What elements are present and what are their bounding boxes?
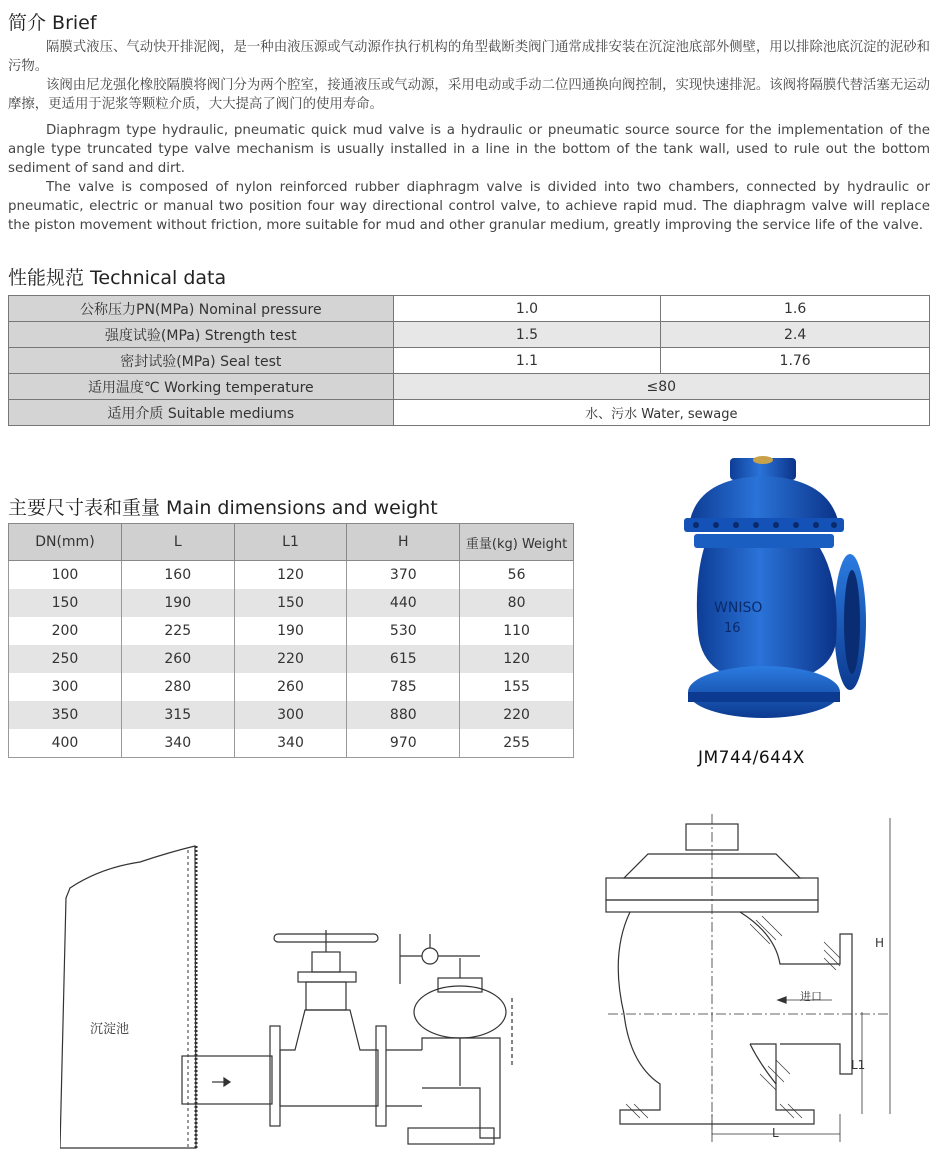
gate-valve-flange — [298, 972, 356, 982]
table-cell: 200 — [9, 617, 122, 645]
table-cell: 340 — [234, 729, 347, 758]
technical-row — [9, 322, 930, 348]
brief-en-paragraph-1: Diaphragm type hydraulic, pneumatic quick mud valve is a hydraulic or pneumatic source source for the implementation of the angle type truncated type valve mechanism is usually installed in a line in the bottom of the tank wall, used to rule out the bottom sediment of sand and dirt. — [8, 123, 930, 176]
table-cell: 615 — [347, 645, 460, 673]
diaphragm-valve-bonnet — [414, 986, 506, 1038]
technical-label: 适用介质 Suitable mediums — [9, 400, 394, 426]
column-header: 重量(kg) Weight — [460, 524, 574, 561]
valve-body-mark: WNISO — [714, 600, 763, 616]
technical-label: 强度试验(MPa) Strength test — [9, 322, 394, 348]
column-header: H — [347, 524, 460, 561]
brief-en-text — [8, 121, 930, 235]
table-cell: 56 — [460, 561, 574, 590]
table-cell: 110 — [460, 617, 574, 645]
valve-photo — [680, 452, 880, 732]
pilot-valve-icon — [422, 948, 438, 964]
dimension-L1-label: L1 — [851, 1058, 866, 1072]
technical-value: ≤80 — [393, 374, 929, 400]
section-body — [618, 912, 814, 1124]
table-cell: 400 — [9, 729, 122, 758]
table-cell: 120 — [460, 645, 574, 673]
table-cell: 880 — [347, 701, 460, 729]
dimensions-heading: 主要尺寸表和重量 Main dimensions and weight — [8, 497, 438, 519]
technical-value: 1.0 — [393, 296, 661, 322]
table-cell: 120 — [234, 561, 347, 590]
table-cell: 260 — [234, 673, 347, 701]
tank-outline — [60, 846, 196, 1148]
section-hatching — [626, 916, 840, 1118]
table-row — [9, 729, 574, 758]
brief-text — [8, 38, 930, 114]
technical-value: 1.1 — [393, 348, 661, 374]
table-cell: 260 — [121, 645, 234, 673]
technical-row — [9, 296, 930, 322]
brief-cn-paragraph-1: 隔膜式液压、气动快开排泥阀，是一种由液压源或气动源作执行机构的角型截断类阀门通常成排安装在沉淀池底部外侧壁，用以排除池底沉淀的泥砂和污物。 — [8, 40, 930, 74]
section-drawing — [600, 814, 930, 1154]
dimensions-table — [8, 523, 574, 758]
table-cell: 250 — [9, 645, 122, 673]
valve-bonnet — [690, 476, 838, 520]
technical-row — [9, 374, 930, 400]
table-row — [9, 589, 574, 617]
valve-indicator — [753, 456, 773, 464]
valve-body-mark-2: 16 — [724, 621, 741, 636]
brief-heading: 简介 Brief — [8, 12, 97, 34]
technical-heading: 性能规范 Technical data — [8, 267, 227, 289]
installation-diagram — [60, 838, 540, 1158]
dimension-L-label: L — [772, 1126, 779, 1140]
table-row — [9, 561, 574, 590]
dimension-H-label: H — [875, 936, 885, 950]
technical-row — [9, 348, 930, 374]
brief-en-paragraph-2: The valve is composed of nylon reinforced rubber diaphragm valve is divided into two chambers, connected by hydraulic or pneumatic, electric or manual two position four way directional control valve, to achieve rapid mud. The diaphragm valve will replace the piston movement without friction, more suitable for mud and other granular medium, greatly improving the service life of the valve. — [8, 180, 930, 233]
table-cell: 155 — [460, 673, 574, 701]
table-cell: 350 — [9, 701, 122, 729]
table-cell: 315 — [121, 701, 234, 729]
table-cell: 785 — [347, 673, 460, 701]
technical-table — [8, 295, 930, 426]
table-cell: 300 — [9, 673, 122, 701]
technical-label: 适用温度℃ Working temperature — [9, 374, 394, 400]
dimensions-header-row — [9, 524, 574, 561]
technical-label: 密封试验(MPa) Seal test — [9, 348, 394, 374]
table-row — [9, 673, 574, 701]
table-cell: 220 — [234, 645, 347, 673]
table-cell: 225 — [121, 617, 234, 645]
table-cell: 220 — [460, 701, 574, 729]
table-row — [9, 645, 574, 673]
table-cell: 150 — [9, 589, 122, 617]
technical-value: 1.5 — [393, 322, 661, 348]
table-cell: 160 — [121, 561, 234, 590]
table-row — [9, 701, 574, 729]
table-cell: 255 — [460, 729, 574, 758]
product-model: JM744/644X — [698, 748, 805, 768]
inlet-label: 进口 — [800, 990, 822, 1003]
valve-flange-top — [684, 518, 844, 532]
technical-label: 公称压力PN(MPa) Nominal pressure — [9, 296, 394, 322]
table-cell: 190 — [121, 589, 234, 617]
table-cell: 100 — [9, 561, 122, 590]
dimensions-body — [9, 561, 574, 758]
table-cell: 150 — [234, 589, 347, 617]
table-cell: 340 — [121, 729, 234, 758]
technical-value: 1.6 — [661, 296, 930, 322]
technical-row — [9, 400, 930, 426]
tank-label: 沉淀池 — [90, 1022, 130, 1037]
table-cell: 370 — [347, 561, 460, 590]
column-header: DN(mm) — [9, 524, 122, 561]
table-cell: 280 — [121, 673, 234, 701]
table-cell: 190 — [234, 617, 347, 645]
table-cell: 440 — [347, 589, 460, 617]
table-cell: 530 — [347, 617, 460, 645]
column-header: L — [121, 524, 234, 561]
valve-body — [697, 548, 837, 684]
column-header: L1 — [234, 524, 347, 561]
table-cell: 970 — [347, 729, 460, 758]
table-row — [9, 617, 574, 645]
technical-value: 2.4 — [661, 322, 930, 348]
table-cell: 300 — [234, 701, 347, 729]
technical-value: 水、污水 Water, sewage — [393, 400, 929, 426]
table-cell: 80 — [460, 589, 574, 617]
brief-cn-paragraph-2: 该阀由尼龙强化橡胶隔膜将阀门分为两个腔室，接通液压或气动源，采用电动或手动二位四通换向阀控制，实现快速排泥。该阀将隔膜代替活塞无运动摩擦，更适用于泥浆等颗粒介质，大大提高了阀门的使用寿命。 — [8, 78, 930, 112]
technical-value: 1.76 — [661, 348, 930, 374]
